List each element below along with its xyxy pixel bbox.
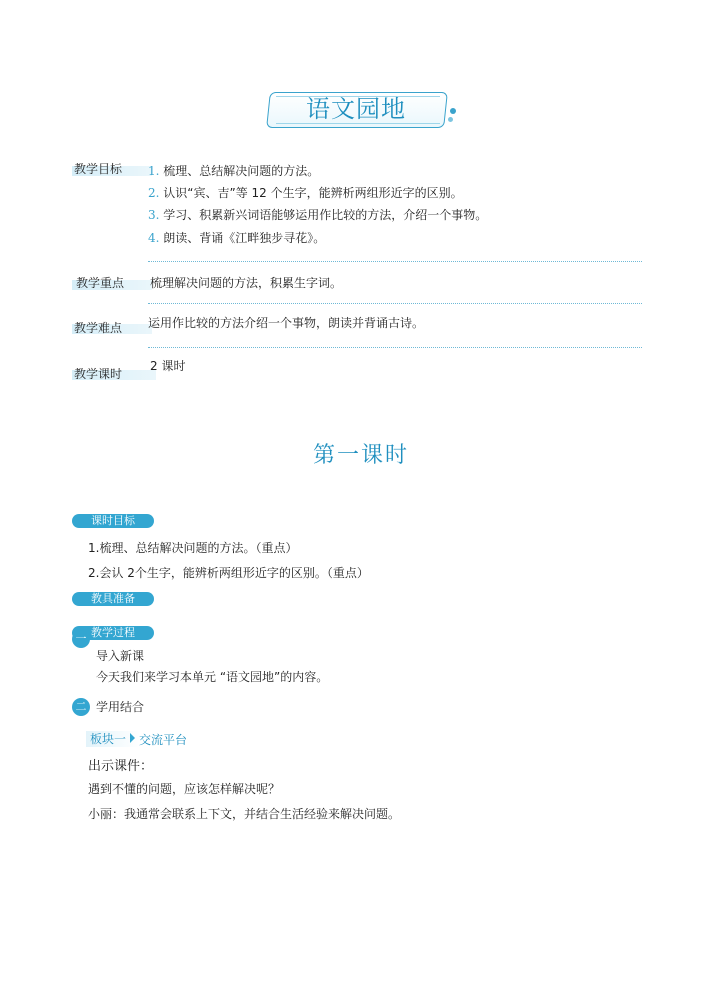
objective-item bbox=[148, 164, 319, 178]
step-number-badge: 一 bbox=[72, 630, 90, 648]
difficulties-text: 运用作比较的方法介绍一个事物，朗读并背诵古诗。 bbox=[148, 316, 425, 330]
section-divider bbox=[148, 303, 642, 304]
key-points-text: 梳理解决问题的方法，积累生字词。 bbox=[150, 276, 343, 290]
prep-pill: 教具准备 bbox=[72, 592, 154, 606]
objective-number: 1. bbox=[148, 164, 160, 178]
section-divider bbox=[148, 347, 642, 348]
hours-label: 教学课时 bbox=[74, 367, 123, 381]
page-title: 语文园地 bbox=[306, 95, 406, 123]
decor-dot-icon bbox=[450, 108, 456, 114]
objective-text: 认识“宾、吉”等 12 个生字，能辨析两组形近字的区别。 bbox=[163, 186, 463, 200]
objective-number: 2. bbox=[148, 186, 160, 200]
key-points-label: 教学重点 bbox=[76, 276, 125, 290]
arrow-right-icon bbox=[130, 733, 135, 743]
section-divider bbox=[148, 261, 642, 262]
objective-item bbox=[148, 208, 487, 222]
objectives-label: 教学目标 bbox=[74, 162, 123, 176]
process-pill: 教学过程 bbox=[72, 626, 154, 640]
objective-number: 4. bbox=[148, 231, 160, 245]
block-tag: 板块一 bbox=[86, 731, 140, 747]
goals-pill: 课时目标 bbox=[72, 514, 154, 528]
goal-item: 1.梳理、总结解决问题的方法。（重点） bbox=[88, 541, 298, 555]
decor-dot-icon bbox=[448, 117, 453, 122]
difficulties-label: 教学难点 bbox=[74, 321, 123, 335]
step-title: 导入新课 bbox=[96, 649, 145, 663]
objective-text: 朗读、背诵《江畔独步寻花》。 bbox=[163, 231, 326, 245]
body-line: 出示课件： bbox=[88, 759, 154, 774]
goal-item: 2.会认 2个生字，能辨析两组形近字的区别。（重点） bbox=[88, 566, 369, 580]
objective-text: 学习、积累新兴词语能够运用作比较的方法，介绍一个事物。 bbox=[163, 208, 488, 222]
step-number-badge: 二 bbox=[72, 698, 90, 716]
step-title: 学用结合 bbox=[96, 700, 145, 714]
lesson-title: 第一课时 bbox=[312, 443, 409, 468]
body-line: 遇到不懂的问题，应该怎样解决呢？ bbox=[88, 782, 281, 796]
step-text: 今天我们来学习本单元 “语文园地”的内容。 bbox=[96, 670, 329, 684]
objective-text: 梳理、总结解决问题的方法。 bbox=[163, 164, 320, 178]
objective-item bbox=[148, 186, 463, 200]
hours-text: 2 课时 bbox=[150, 359, 186, 373]
objective-number: 3. bbox=[148, 208, 160, 222]
block-title: 交流平台 bbox=[139, 733, 188, 747]
body-line: 小丽：我通常会联系上下文，并结合生活经验来解决问题。 bbox=[88, 807, 401, 821]
objective-item bbox=[148, 231, 325, 245]
